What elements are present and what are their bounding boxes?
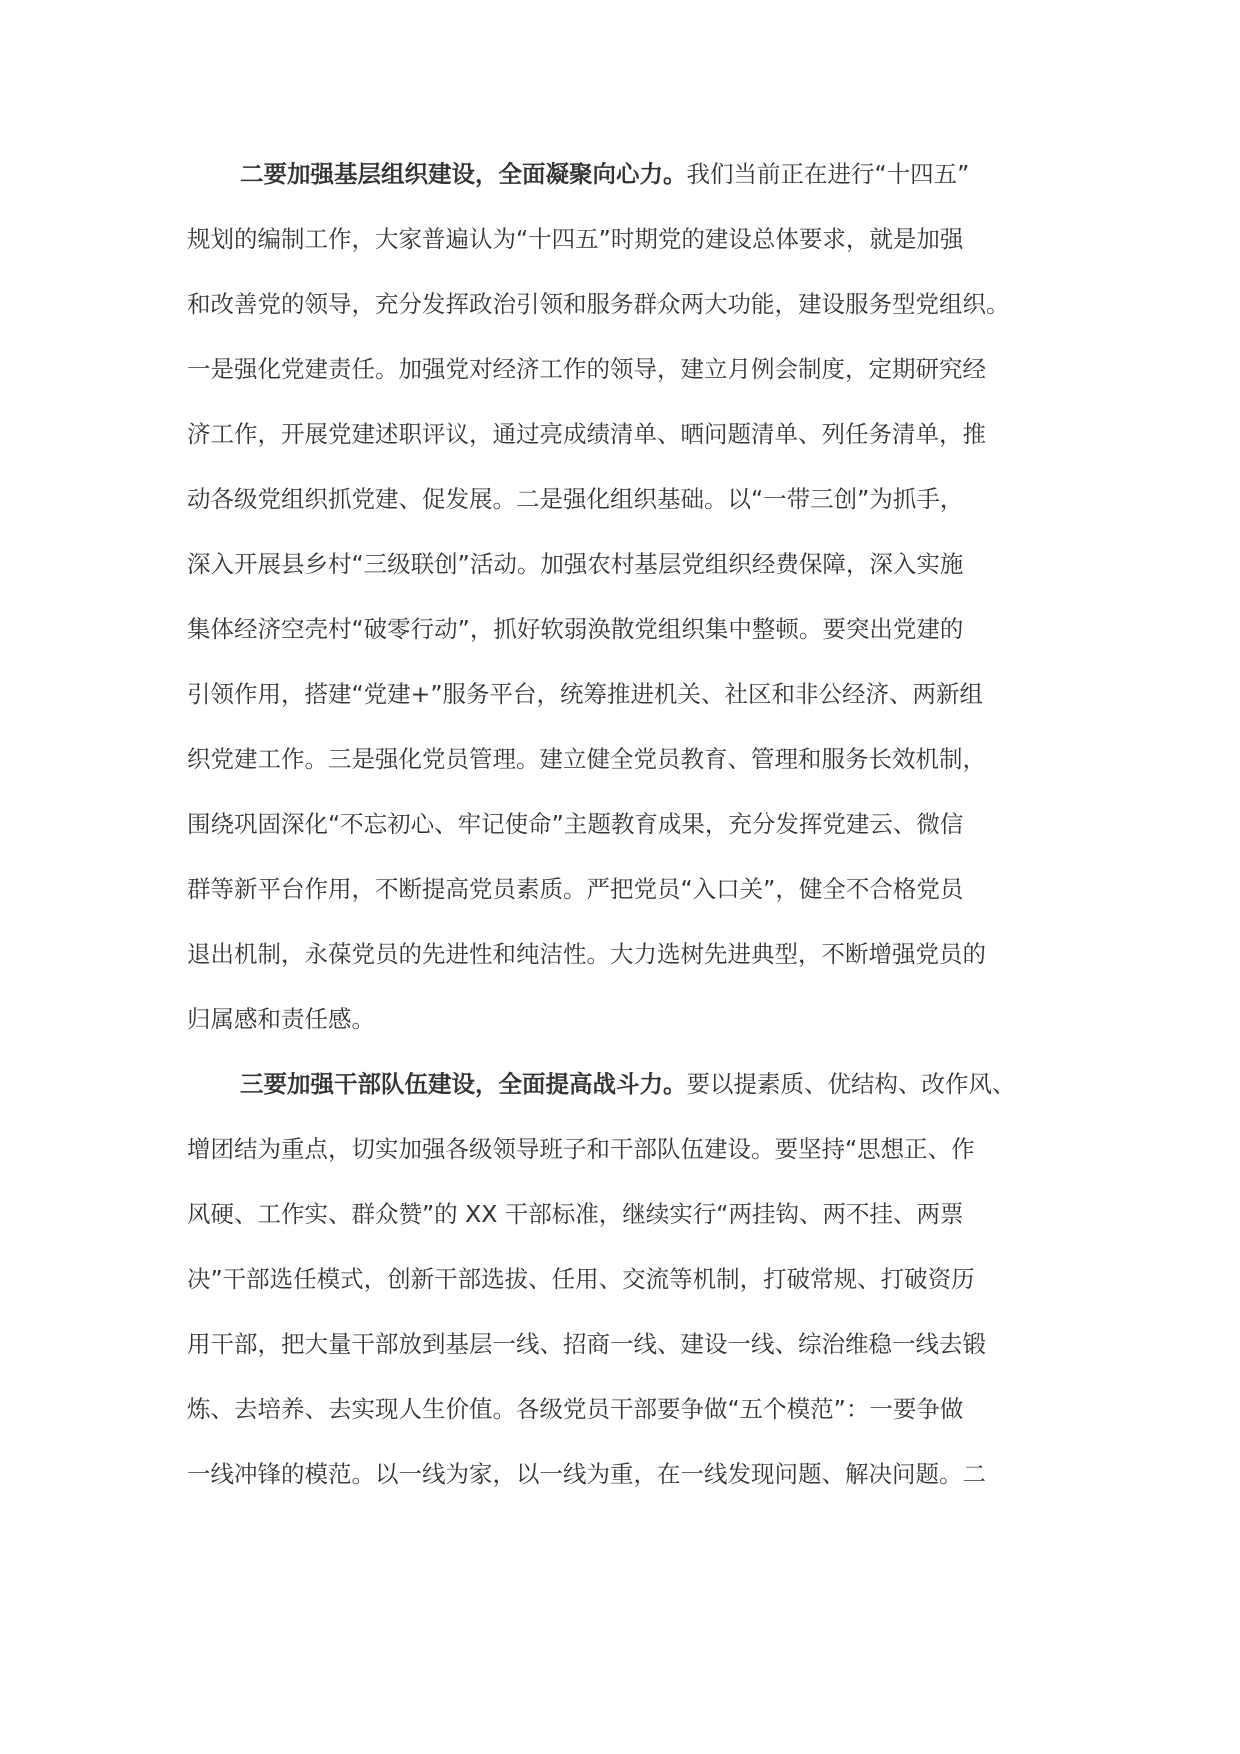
paragraph-line: 和改善党的领导，充分发挥政治引领和服务群众两大功能，建设服务型党组织。	[187, 290, 1010, 318]
paragraph-lead-heading: 三要加强干部队伍建设，全面提高战斗力。	[240, 1070, 687, 1098]
paragraph-line: 风硬、工作实、群众赞”的 XX 干部标准，继续实行“两挂钩、两不挂、两票	[187, 1200, 964, 1228]
paragraph-line: 引领作用，搭建“党建+”服务平台，统筹推进机关、社区和非公经济、两新组	[187, 680, 984, 708]
paragraph-line: 群等新平台作用，不断提高党员素质。严把党员“入口关”，健全不合格党员	[187, 875, 964, 903]
paragraph-text: 要以提素质、优结构、改作风、	[686, 1070, 1016, 1098]
paragraph-first-line	[187, 1052, 1055, 1117]
paragraph-cadre-team	[187, 1052, 1055, 1507]
paragraph-line: 织党建工作。三是强化党员管理。建立健全党员教育、管理和服务长效机制，	[187, 745, 986, 773]
document-body	[187, 142, 1055, 1507]
paragraph-lead-heading: 二要加强基层组织建设，全面凝聚向心力。	[240, 160, 687, 188]
paragraph-first-line	[187, 142, 1055, 207]
paragraph-line: 退出机制，永葆党员的先进性和纯洁性。大力选树先进典型，不断增强党员的	[187, 940, 986, 968]
paragraph-text: 我们当前正在进行“十四五”	[686, 160, 970, 188]
paragraph-line: 深入开展县乡村“三级联创”活动。加强农村基层党组织经费保障，深入实施	[187, 550, 964, 578]
paragraph-line: 用干部，把大量干部放到基层一线、招商一线、建设一线、综治维稳一线去锻	[187, 1330, 986, 1358]
paragraph-line: 规划的编制工作，大家普遍认为“十四五”时期党的建设总体要求，就是加强	[187, 225, 964, 253]
paragraph-line: 炼、去培养、去实现人生价值。各级党员干部要争做“五个模范”：一要争做	[187, 1395, 964, 1423]
paragraph-line: 动各级党组织抓党建、促发展。二是强化组织基础。以“一带三创”为抓手，	[187, 485, 964, 513]
paragraph-line: 围绕巩固深化“不忘初心、牢记使命”主题教育成果，充分发挥党建云、微信	[187, 810, 964, 838]
paragraph-line: 济工作，开展党建述职评议，通过亮成绩清单、晒问题清单、列任务清单，推	[187, 420, 986, 448]
paragraph-line: 决”干部选任模式，创新干部选拔、任用、交流等机制，打破常规、打破资历	[187, 1265, 975, 1293]
paragraph-line: 一线冲锋的模范。以一线为家，以一线为重，在一线发现问题、解决问题。二	[187, 1460, 986, 1488]
paragraph-grassroots-organization	[187, 142, 1055, 1052]
paragraph-line: 集体经济空壳村“破零行动”，抓好软弱涣散党组织集中整顿。要突出党建的	[187, 615, 964, 643]
paragraph-line: 一是强化党建责任。加强党对经济工作的领导，建立月例会制度，定期研究经	[187, 355, 986, 383]
paragraph-line: 归属感和责任感。	[187, 1005, 375, 1033]
paragraph-line: 增团结为重点，切实加强各级领导班子和干部队伍建设。要坚持“思想正、作	[187, 1135, 975, 1163]
